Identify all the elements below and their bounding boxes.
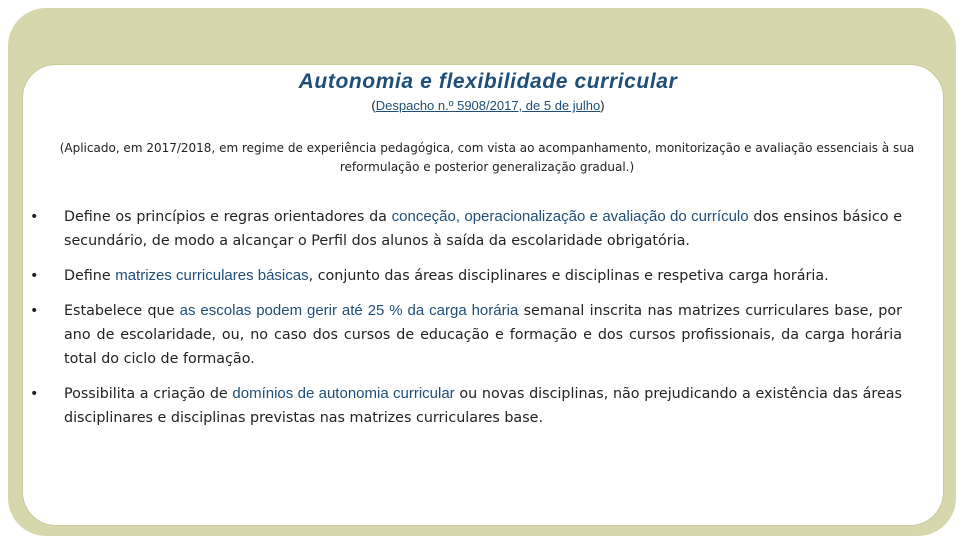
- despacho-link[interactable]: Despacho n.º 5908/2017, de 5 de julho: [375, 98, 601, 113]
- list-item: [30, 205, 902, 253]
- bullet-icon: •: [30, 268, 39, 284]
- bullet-text-pre: Define: [64, 268, 116, 284]
- list-item: [30, 264, 902, 288]
- slide-title: Autonomia e flexibilidade curricular: [298, 70, 678, 93]
- bullet-text-post: , conjunto das áreas disciplinares e disciplinas e respetiva carga horária.: [308, 268, 829, 284]
- bullet-highlight: matrizes curriculares básicas: [115, 267, 309, 284]
- slide-subtitle: [0, 98, 960, 113]
- bullet-icon: •: [30, 209, 39, 225]
- bullet-highlight: conceção, operacionalização e avaliação do currículo: [391, 208, 749, 225]
- bullet-text-post: ou novas disciplinas, não prejudicando a existência das áreas disciplinares e disciplinas previstas nas matrizes curriculares base.: [64, 386, 902, 426]
- bullet-text-pre: Estabelece que: [64, 303, 180, 319]
- bullet-icon: •: [30, 386, 39, 402]
- bullet-text-post: semanal inscrita nas matrizes curriculares base, por ano de escolaridade, ou, no caso dos cursos de educação e formação e dos cursos profissionais, da carga horária total do ciclo de formação.: [64, 303, 903, 367]
- list-item: [30, 299, 902, 371]
- list-item: [30, 382, 902, 430]
- bullet-highlight: as escolas podem gerir até 25 % da carga horária: [179, 302, 519, 319]
- bullet-highlight: domínios de autonomia curricular: [232, 385, 455, 402]
- bullet-text-pre: Possibilita a criação de: [64, 386, 233, 402]
- bullet-icon: •: [30, 303, 39, 319]
- subtitle-open-paren: (: [371, 98, 376, 113]
- application-note: (Aplicado, em 2017/2018, em regime de experiência pedagógica, com vista ao acompanhamento, monitorização e avaliação essenciais à sua reformulação e posterior generalização gradual.): [59, 141, 915, 174]
- bullet-text-pre: Define os princípios e regras orientadores da: [64, 209, 392, 225]
- bullet-text-post: dos ensinos básico e secundário, de modo a alcançar o Perfil dos alunos à saída da escolaridade obrigatória.: [64, 209, 903, 249]
- bullet-list: [30, 205, 902, 441]
- subtitle-close-paren: ): [600, 98, 605, 113]
